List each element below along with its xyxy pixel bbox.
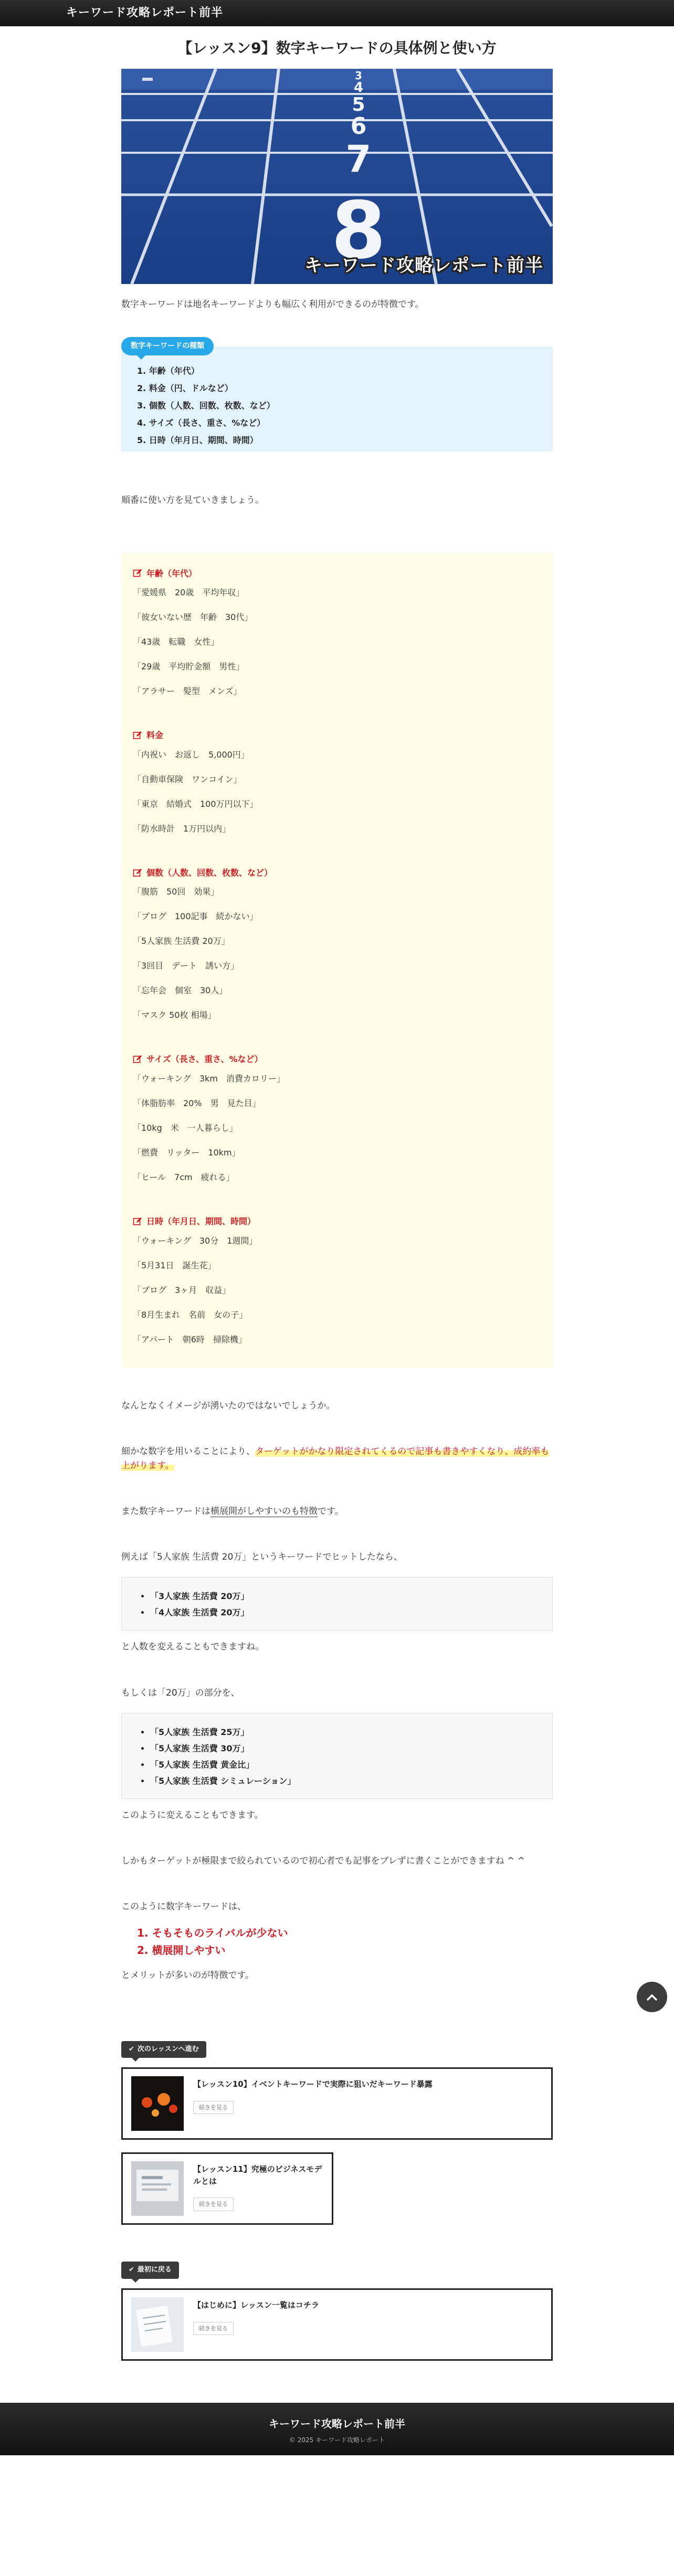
final-text: とメリットが多いのが特徴です。 [121,1970,254,1981]
lesson-card-10[interactable] [121,2067,553,2140]
example-group-price [133,729,541,841]
footer-title[interactable]: キーワード攻略レポート前半 [269,2417,405,2431]
types-list [137,362,541,449]
read-more-button[interactable]: 続きを見る [193,2101,234,2115]
example-heading: サイズ（長さ、重さ、%など） [146,1054,263,1065]
intro-text: 数字キーワードは地名キーワードよりも幅広く利用ができるのが特徴です。 [121,299,424,310]
card-title: 【はじめに】レッスン一覧はコチラ [193,2300,319,2310]
edit-icon [133,1055,142,1064]
examples-box [121,553,553,1368]
check-icon: ✔ [129,2045,134,2053]
next-lesson-label-text: 次のレッスンへ進む [137,2045,199,2053]
site-footer [0,2403,674,2455]
example-item: 「燃費 リッター 10km」 [133,1147,240,1158]
example-item: 「自動車保険 ワンコイン」 [133,774,242,784]
list-item: 2. 横展開しやすい [137,1944,226,1957]
track-number-6: 6 [350,113,367,140]
track-number-7: 7 [345,138,372,181]
expand-underline: 横展開がしやすいのも特徴 [210,1506,318,1517]
edit-icon [133,569,142,578]
beginner-text: しかもターゲットが極限まで絞られているので初心者でも記事をブレずに書くことができますね ^ ^ [121,1856,525,1867]
hero-image [121,69,553,284]
lesson-index-card[interactable] [121,2288,553,2361]
example-item: 「ヒール 7cm 疲れる」 [133,1172,235,1182]
example-item: 「マスク 50枚 相場」 [133,1010,216,1021]
types-box [121,342,553,451]
example-heading: 料金 [146,730,164,741]
detail-text-lead: 細かな数字を用いることにより、 [121,1446,255,1457]
variation-list-1 [121,1577,553,1631]
or-text: もしくは「20万」の部分を、 [121,1687,240,1698]
next-lesson-section [121,2041,553,2225]
example-heading: 個数（人数、回数、枚数、など） [146,867,273,878]
variation-list-2 [121,1713,553,1799]
card-title: 【レッスン10】イベントキーワードで実際に狙いだキーワード暴露 [193,2079,433,2089]
example-item: 「内祝い お返し 5,000円」 [133,749,249,760]
edit-icon [133,868,142,878]
example-item: 「5人家族 生活費 20万」 [133,936,230,947]
example-group-age [133,567,541,704]
after-list2-text: このように変えることもできます。 [121,1810,264,1821]
list-item: 3. 個数（人数、回数、枚数、など） [137,401,275,411]
hero-caption: キーワード攻略レポート前半 [304,255,543,276]
example-item: 「ブログ 3ヶ月 収益」 [133,1285,231,1295]
example-group-datetime [133,1215,541,1352]
example-item: 「愛媛県 20歳 平均年収」 [133,587,245,598]
back-to-start-section [121,2262,553,2361]
check-icon: ✔ [129,2266,134,2274]
example-item: 「防水時計 1万円以内」 [133,823,231,834]
footer-copyright: © 2025 キーワード攻略レポート [289,2436,385,2444]
read-more-button[interactable]: 続きを見る [193,2322,234,2336]
expand-text-tail: です。 [318,1506,344,1517]
example-item: 「10kg 米 一人暮らし」 [133,1122,238,1133]
example-item: 「8月生まれ 名前 女の子」 [133,1309,248,1320]
example-item: 「体脂肪率 20% 男 見た目」 [133,1098,261,1108]
thumbnail-image [131,2076,184,2131]
summary-text: このように数字キーワードは、 [121,1901,246,1912]
image-text: なんとなくイメージが湧いたのではないでしょうか。 [121,1400,335,1411]
page-title: 【レッスン9】数字キーワードの具体例と使い方 [177,39,497,57]
expand-text [121,1505,553,1519]
edit-icon [133,731,142,740]
example-item: 「アラサー 髪型 メンズ」 [133,686,242,697]
detail-text [121,1445,553,1473]
thumbnail-image [131,2297,184,2352]
example-item: 「ウォーキング 30分 1週間」 [133,1235,258,1246]
list-item: 5. 日時（年月日、期間、時間） [137,435,258,446]
read-more-button[interactable]: 続きを見る [193,2198,234,2211]
list-item: 4. サイズ（長さ、重さ、%など） [137,418,266,428]
list-item: • 「5人家族 生活費 黄金比」 [150,1757,536,1773]
example-item: 「彼女いない歴 年齢 30代」 [133,612,253,623]
track-number-5: 5 [352,94,365,116]
lead-text: 順番に使い方を見ていきましょう。 [121,495,264,506]
example-group-count [133,866,541,1028]
example-heading: 日時（年月日、期間、時間） [146,1216,256,1226]
site-title-link[interactable]: キーワード攻略レポート前半 [66,6,224,20]
list-item: • 「5人家族 生活費 シミュレーション」 [150,1773,536,1789]
example-text: 例えば「5人家族 生活費 20万」というキーワードでヒットしたなら、 [121,1552,403,1563]
example-item: 「3回目 デート 誘い方」 [133,961,239,971]
list-item: 2. 料金（円、ドルなど） [137,383,233,394]
card-title: 【レッスン11】究極のビジネスモデルとは [193,2164,322,2186]
expand-text-lead: また数字キーワードは [121,1506,210,1517]
next-lesson-label [121,2041,206,2058]
list-item: • 「5人家族 生活費 25万」 [150,1724,536,1740]
list-item: • 「3人家族 生活費 20万」 [150,1588,536,1604]
example-item: 「アパート 朝6時 掃除機」 [133,1334,247,1344]
track-number-3: 3 [355,69,362,82]
list-item: • 「5人家族 生活費 30万」 [150,1740,536,1757]
edit-icon [133,1217,142,1226]
example-item: 「ウォーキング 3km 消費カロリー」 [133,1073,285,1084]
example-group-size [133,1053,541,1190]
article [121,26,553,2361]
example-item: 「43歳 転職 女性」 [133,637,219,647]
lesson-card-11[interactable] [121,2152,333,2225]
example-item: 「ブログ 100記事 続かない」 [133,911,258,922]
track-number-4: 4 [353,80,364,96]
track-number-8: 8 [331,185,386,277]
back-label-text: 最初に戻る [137,2266,172,2274]
example-item: 「腹筋 50回 効果」 [133,887,219,897]
example-item: 「忘年会 個室 30人」 [133,985,228,996]
example-heading: 年齢（年代） [146,568,197,579]
types-box-tab: 数字キーワードの種類 [121,337,214,355]
example-item: 「東京 結婚式 100万円以下」 [133,798,258,809]
list-item: 1. そもそものライバルが少ない [137,1927,288,1940]
site-header [0,0,674,26]
list-item: 1. 年齢（年代） [137,366,199,376]
back-label [121,2262,179,2279]
example-item: 「29歳 平均貯金額 男性」 [133,661,245,672]
merit-list [121,1925,553,1959]
example-item: 「5月31日 誕生花」 [133,1260,216,1270]
scroll-to-top-button[interactable] [637,1982,667,2012]
list-item: • 「4人家族 生活費 20万」 [150,1604,536,1621]
after-list1-text: と人数を変えることもできますね。 [121,1642,264,1653]
detail-highlight: ターゲットがかなり限定されてくるので記事も書きやすくなり、成約率も上がります。 [121,1446,550,1471]
chevron-up-icon [646,1993,658,2001]
thumbnail-image [131,2161,184,2216]
